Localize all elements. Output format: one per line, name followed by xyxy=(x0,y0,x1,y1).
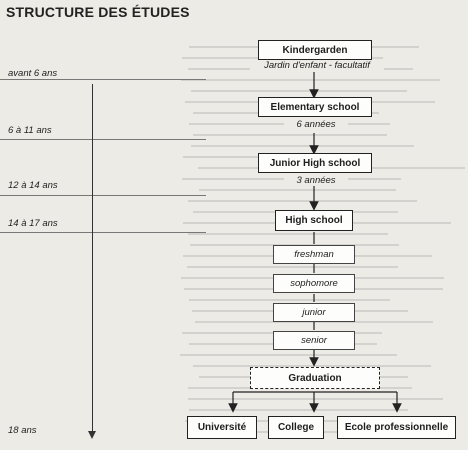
elementary-school-note: 6 années xyxy=(284,119,348,130)
elementary-school-box: Elementary school xyxy=(258,97,372,117)
age-label-14-17: 14 à 17 ans xyxy=(8,218,58,229)
age-label-12-14: 12 à 14 ans xyxy=(8,180,58,191)
year-senior: senior xyxy=(273,331,355,350)
outcome-college: College xyxy=(268,416,324,439)
high-school-box: High school xyxy=(275,210,353,231)
age-label-6-11: 6 à 11 ans xyxy=(8,125,52,136)
age-label-before-6: avant 6 ans xyxy=(8,68,58,79)
page-title: STRUCTURE DES ÉTUDES xyxy=(6,4,190,20)
kindergarden-box: Kindergarden xyxy=(258,40,372,60)
age-label-18: 18 ans xyxy=(8,425,37,436)
junior-high-school-box: Junior High school xyxy=(258,153,372,173)
outcome-universite: Université xyxy=(187,416,257,439)
year-sophomore: sophomore xyxy=(273,274,355,293)
outcome-ecole-professionnelle: Ecole professionnelle xyxy=(337,416,456,439)
graduation-box: Graduation xyxy=(250,367,380,389)
junior-high-school-note: 3 années xyxy=(284,175,348,186)
year-freshman: freshman xyxy=(273,245,355,264)
kindergarden-note: Jardin d'enfant - facultatif xyxy=(250,60,384,71)
year-junior: junior xyxy=(273,303,355,322)
